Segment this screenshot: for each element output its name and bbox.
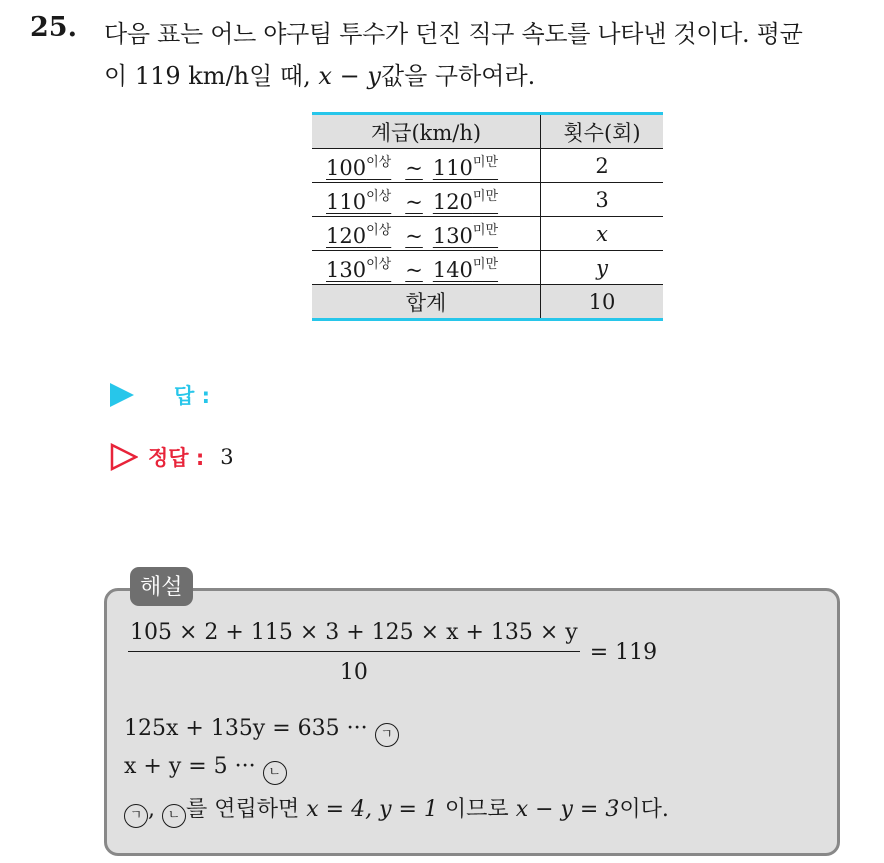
circled-nieun-icon: ㄴ xyxy=(263,761,287,785)
circled-giyeok-icon: ㄱ xyxy=(375,723,399,747)
explanation-tab: 해설 xyxy=(130,567,193,606)
outline-triangle-icon xyxy=(110,443,138,471)
average-equation xyxy=(128,620,657,685)
play-triangle-icon xyxy=(110,383,134,407)
answer-label: 답 : xyxy=(174,384,210,408)
question-text-line1: 다음 표는 어느 야구팀 투수가 던진 직구 속도를 나타낸 것이다. 평균 xyxy=(104,20,803,48)
table-row xyxy=(312,251,663,285)
total-label: 합계 xyxy=(312,285,541,320)
question-unit: km/h xyxy=(188,62,250,90)
class-cell: $120^{이상}$ ~ $130^{미만}$ xyxy=(312,217,541,251)
class-cell: $110^{이상}$ ~ $120^{미만}$ xyxy=(312,183,541,217)
fraction-denominator: 10 xyxy=(339,660,368,685)
frequency-table xyxy=(312,112,663,321)
correct-answer-label: 정답 : xyxy=(148,446,205,470)
equation-1: 125x + 135y = 635 ··· ㄱ xyxy=(124,716,399,747)
fraction-numerator: 105 × 2 + 115 × 3 + 125 × x + 135 × y xyxy=(128,620,580,652)
table-row xyxy=(312,217,663,251)
total-value: 10 xyxy=(541,285,664,320)
fraction-rhs: = 119 xyxy=(589,640,658,665)
circled-nieun-icon: ㄴ xyxy=(162,804,186,828)
table-row xyxy=(312,183,663,217)
fraction xyxy=(128,620,580,685)
var-x: x xyxy=(318,62,332,90)
circled-giyeok-icon: ㄱ xyxy=(124,804,148,828)
table-row xyxy=(312,149,663,183)
correct-answer-value: 3 xyxy=(220,445,234,469)
question-number: 25. xyxy=(30,12,77,43)
correct-answer-row xyxy=(110,442,234,472)
equation-2: x + y = 5 ··· ㄴ xyxy=(124,754,287,785)
equation-3: ㄱ , ㄴ 를 연립하면 x = 4, y = 1 이므로 x − y = 3이다. xyxy=(124,792,669,828)
header-class: 계급(km/h) xyxy=(312,114,541,149)
question-text-line2 xyxy=(104,56,535,91)
question-average-value: 이 119 xyxy=(104,62,181,90)
count-cell: y xyxy=(541,251,664,285)
var-y: y xyxy=(367,62,381,90)
header-count: 횟수(회) xyxy=(541,114,664,149)
table-header-row xyxy=(312,114,663,149)
class-cell: $100^{이상}$ ~ $110^{미만}$ xyxy=(312,149,541,183)
answer-row xyxy=(110,380,210,410)
count-cell: 2 xyxy=(541,149,664,183)
question-tail: 값을 구하여라. xyxy=(380,62,536,90)
count-cell: 3 xyxy=(541,183,664,217)
question-connector: 일 때, xyxy=(249,62,311,90)
minus-sign: − xyxy=(339,62,360,90)
class-cell: $130^{이상}$ ~ $140^{미만}$ xyxy=(312,251,541,285)
table-total-row xyxy=(312,285,663,320)
count-cell: x xyxy=(541,217,664,251)
